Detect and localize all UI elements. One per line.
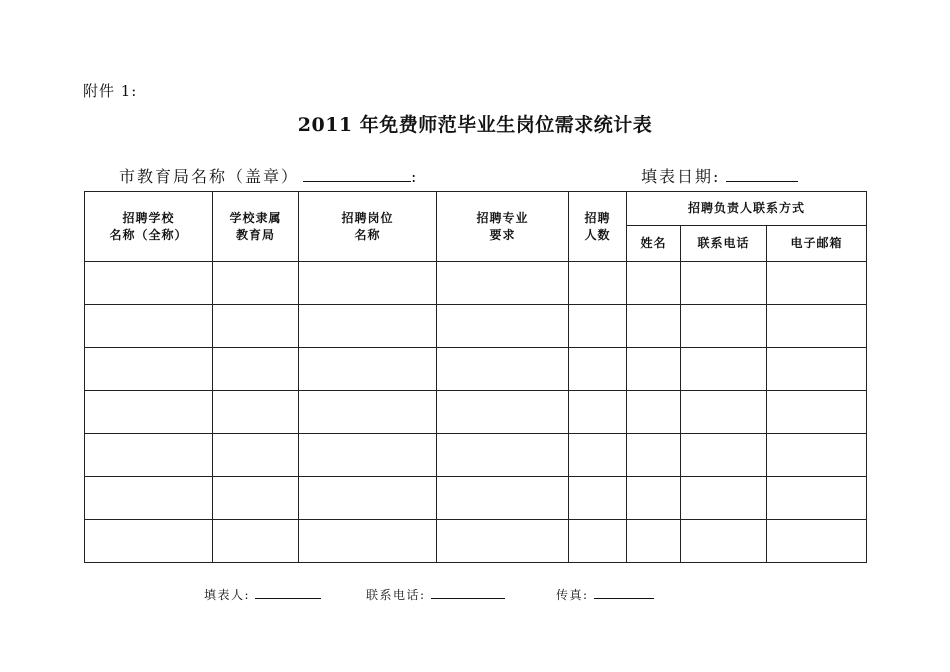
cell-count[interactable]	[569, 262, 627, 305]
header-count-line2: 人数	[584, 227, 611, 242]
cell-school-name[interactable]	[85, 262, 213, 305]
cell-major[interactable]	[437, 305, 569, 348]
cell-major[interactable]	[437, 262, 569, 305]
cell-contact-email[interactable]	[767, 348, 867, 391]
cell-major[interactable]	[437, 520, 569, 563]
header-count-line1: 招聘	[584, 210, 611, 225]
footer-filler	[204, 586, 321, 603]
cell-school-name[interactable]	[85, 391, 213, 434]
cell-contact-email[interactable]	[767, 434, 867, 477]
header-contact-group: 招聘负责人联系方式	[627, 192, 867, 226]
cell-position[interactable]	[299, 520, 437, 563]
cell-count[interactable]	[569, 477, 627, 520]
cell-contact-name[interactable]	[627, 348, 681, 391]
cell-contact-email[interactable]	[767, 520, 867, 563]
cell-bureau[interactable]	[213, 262, 299, 305]
cell-school-name[interactable]	[85, 477, 213, 520]
header-major	[437, 192, 569, 262]
table-body	[85, 262, 867, 563]
cell-major[interactable]	[437, 348, 569, 391]
header-bureau-line2: 教育局	[235, 227, 275, 242]
header-school-name-line1: 招聘学校	[122, 210, 175, 225]
header-major-line1: 招聘专业	[476, 210, 529, 225]
cell-bureau[interactable]	[213, 477, 299, 520]
cell-school-name[interactable]	[85, 348, 213, 391]
org-name-blank[interactable]	[303, 167, 411, 182]
cell-position[interactable]	[299, 434, 437, 477]
filler-blank[interactable]	[255, 587, 321, 599]
cell-contact-name[interactable]	[627, 520, 681, 563]
header-school-name	[85, 192, 213, 262]
org-label: 市教育局名称（盖章）	[119, 167, 300, 186]
table-row	[85, 262, 867, 305]
requirements-table	[84, 191, 867, 563]
cell-contact-name[interactable]	[627, 477, 681, 520]
cell-contact-name[interactable]	[627, 262, 681, 305]
header-position-line1: 招聘岗位	[341, 210, 394, 225]
phone-label: 联系电话:	[366, 588, 426, 602]
header-position	[299, 192, 437, 262]
header-major-line2: 要求	[489, 227, 516, 242]
table-row	[85, 477, 867, 520]
cell-contact-phone[interactable]	[681, 305, 767, 348]
table-row	[85, 391, 867, 434]
cell-bureau[interactable]	[213, 391, 299, 434]
page-title: 2011 年免费师范毕业生岗位需求统计表	[297, 114, 653, 136]
header-position-line2: 名称	[354, 227, 381, 242]
cell-contact-name[interactable]	[627, 305, 681, 348]
header-bureau-line1: 学校隶属	[229, 210, 282, 225]
header-contact-email: 电子邮箱	[767, 226, 867, 262]
footer-phone	[366, 586, 505, 603]
date-blank[interactable]	[726, 167, 798, 182]
cell-school-name[interactable]	[85, 305, 213, 348]
cell-contact-phone[interactable]	[681, 348, 767, 391]
date-row	[641, 164, 798, 187]
cell-bureau[interactable]	[213, 348, 299, 391]
cell-contact-phone[interactable]	[681, 391, 767, 434]
cell-contact-name[interactable]	[627, 434, 681, 477]
header-bureau	[213, 192, 299, 262]
cell-major[interactable]	[437, 477, 569, 520]
cell-bureau[interactable]	[213, 520, 299, 563]
cell-contact-phone[interactable]	[681, 262, 767, 305]
table-row	[85, 305, 867, 348]
cell-bureau[interactable]	[213, 434, 299, 477]
cell-position[interactable]	[299, 348, 437, 391]
header-school-name-line2: 名称（全称）	[109, 227, 188, 242]
cell-count[interactable]	[569, 520, 627, 563]
header-contact-phone: 联系电话	[681, 226, 767, 262]
header-contact-name: 姓名	[627, 226, 681, 262]
cell-count[interactable]	[569, 305, 627, 348]
table-row	[85, 434, 867, 477]
cell-major[interactable]	[437, 434, 569, 477]
cell-position[interactable]	[299, 391, 437, 434]
cell-school-name[interactable]	[85, 434, 213, 477]
org-suffix: :	[411, 167, 419, 186]
cell-contact-phone[interactable]	[681, 477, 767, 520]
attachment-label: 附件 1:	[83, 82, 138, 100]
header-count	[569, 192, 627, 262]
table-row	[85, 520, 867, 563]
cell-contact-phone[interactable]	[681, 520, 767, 563]
cell-contact-phone[interactable]	[681, 434, 767, 477]
cell-contact-email[interactable]	[767, 305, 867, 348]
cell-contact-email[interactable]	[767, 262, 867, 305]
cell-contact-email[interactable]	[767, 391, 867, 434]
phone-blank[interactable]	[431, 587, 505, 599]
date-label: 填表日期:	[641, 167, 721, 186]
cell-position[interactable]	[299, 262, 437, 305]
fax-blank[interactable]	[594, 587, 654, 599]
cell-count[interactable]	[569, 391, 627, 434]
fax-label: 传真:	[556, 588, 589, 602]
cell-school-name[interactable]	[85, 520, 213, 563]
filler-label: 填表人:	[204, 588, 251, 602]
table-row	[85, 348, 867, 391]
org-row	[119, 164, 418, 187]
cell-bureau[interactable]	[213, 305, 299, 348]
cell-count[interactable]	[569, 434, 627, 477]
cell-position[interactable]	[299, 477, 437, 520]
cell-contact-email[interactable]	[767, 477, 867, 520]
footer-fax	[556, 586, 654, 603]
cell-position[interactable]	[299, 305, 437, 348]
cell-contact-name[interactable]	[627, 391, 681, 434]
cell-major[interactable]	[437, 391, 569, 434]
cell-count[interactable]	[569, 348, 627, 391]
